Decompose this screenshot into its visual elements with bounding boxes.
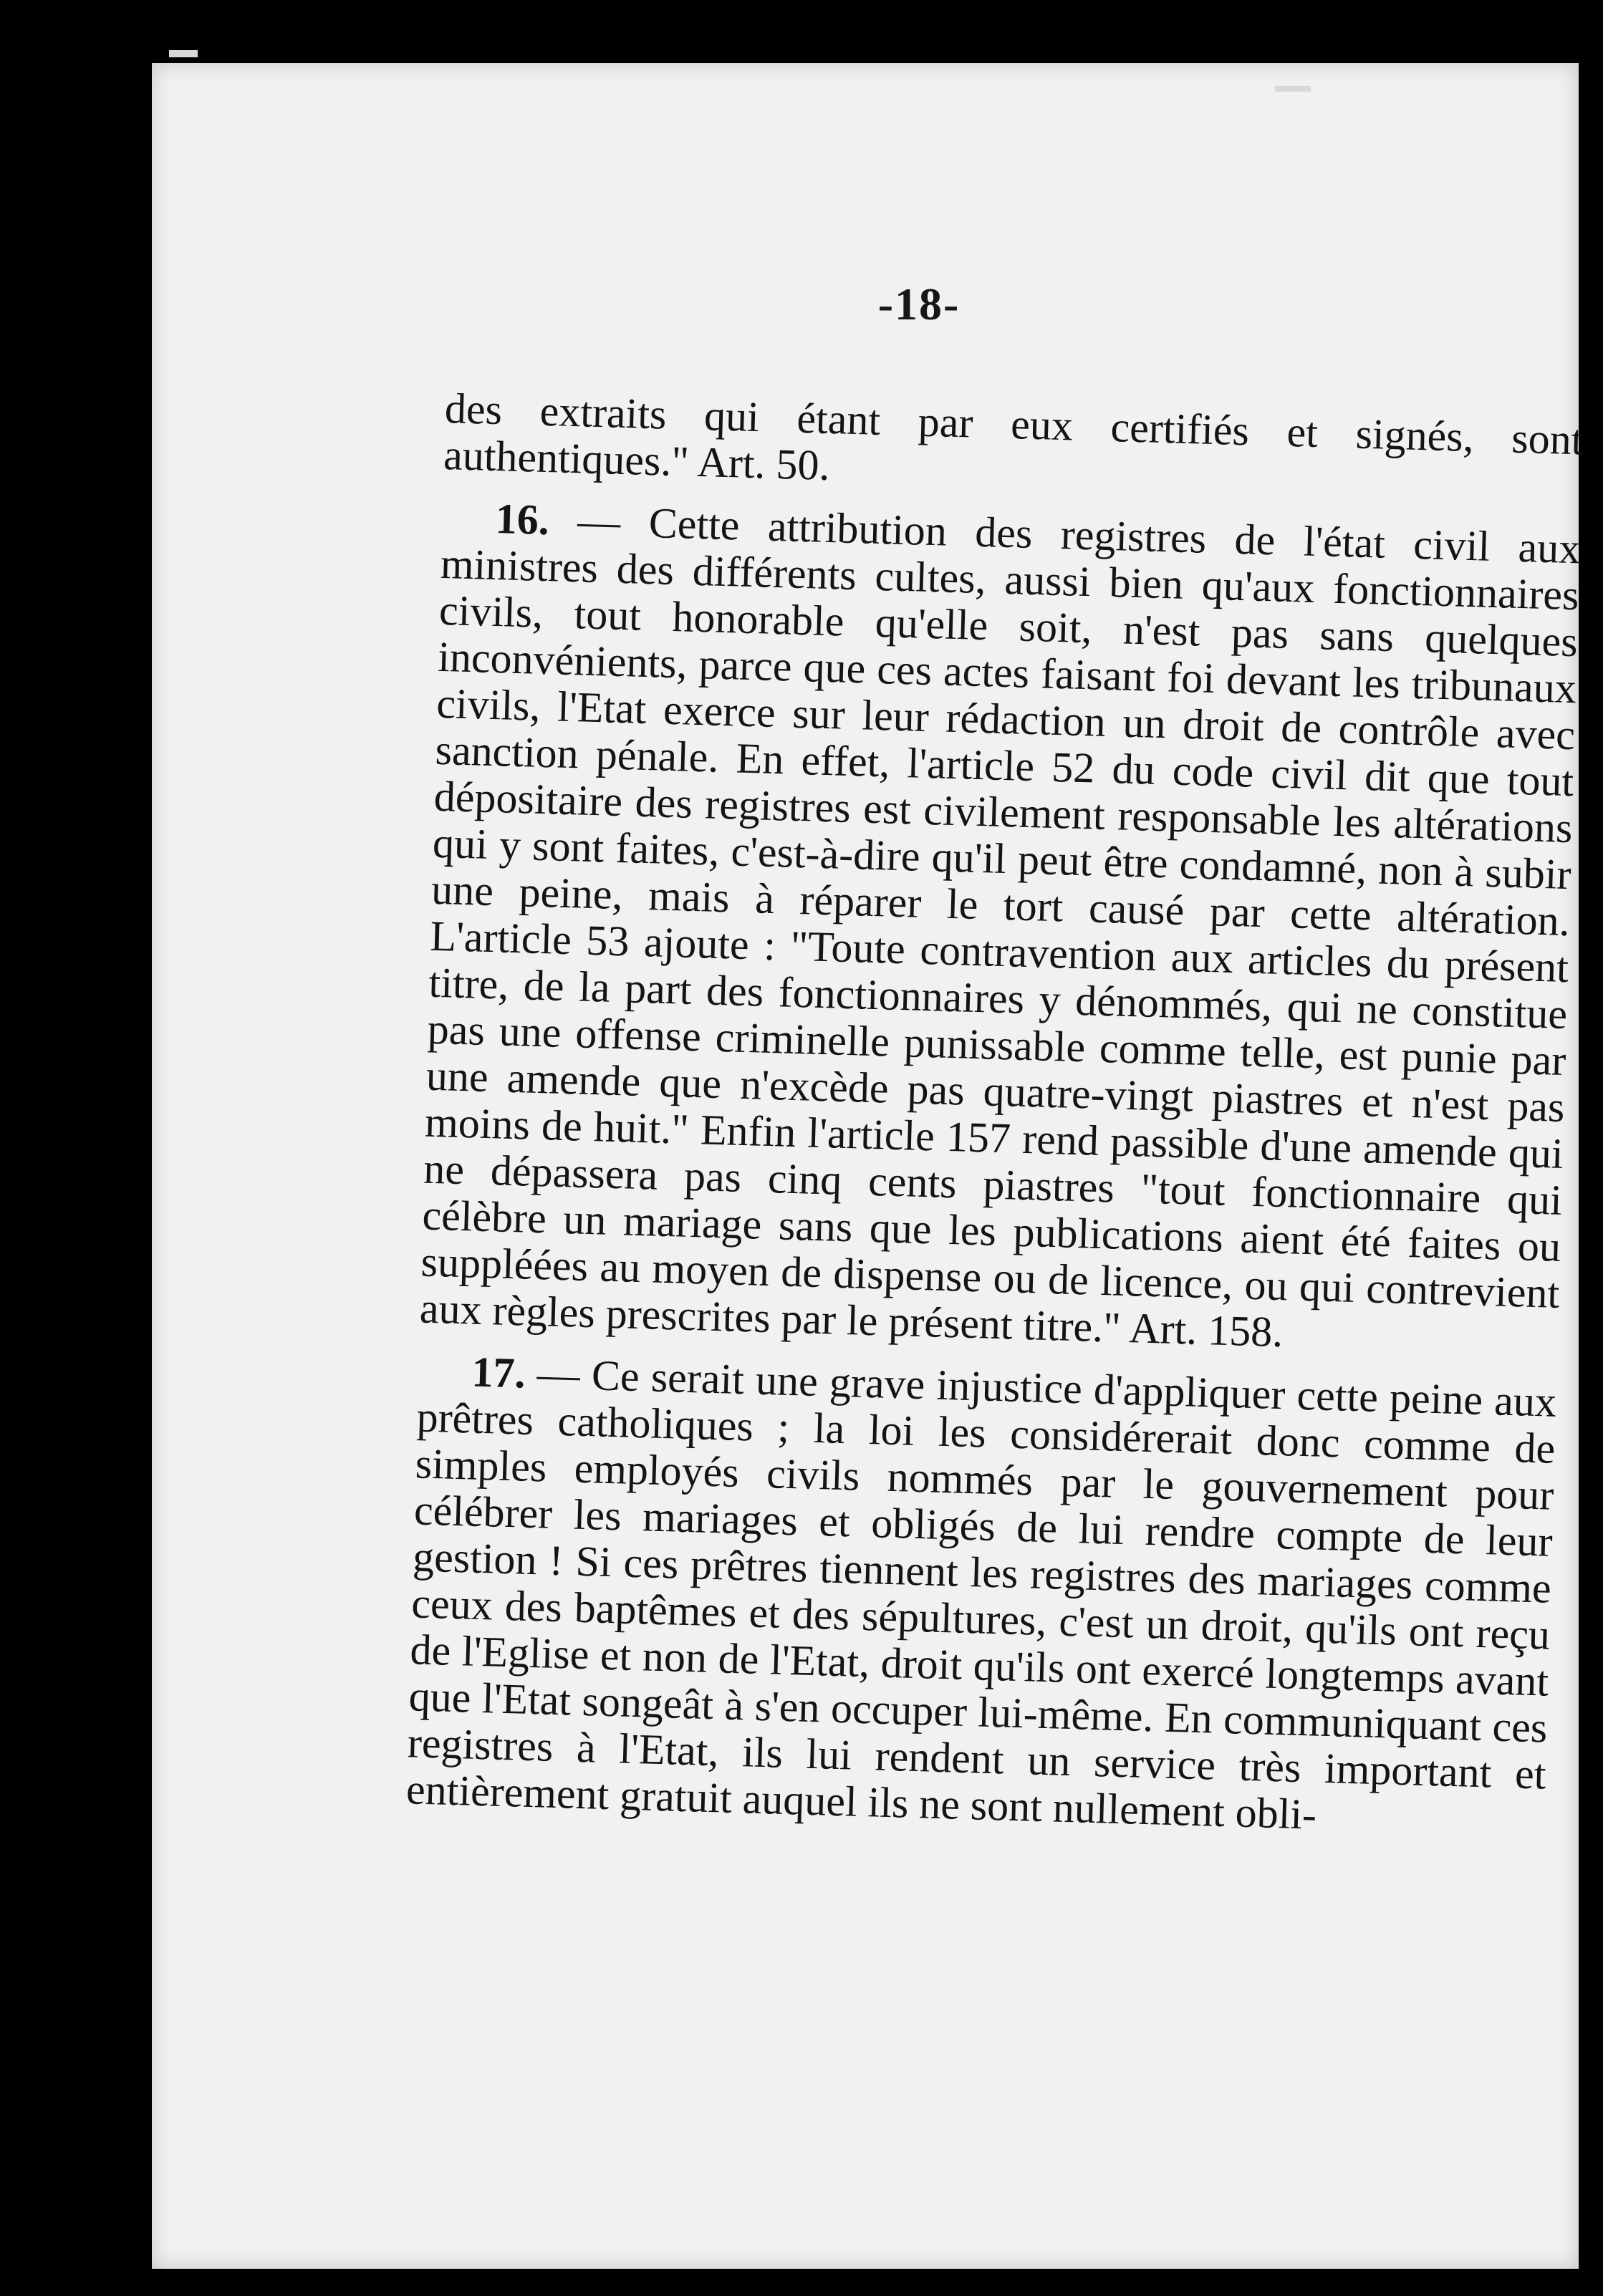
paragraph-text: — Ce serait une grave injustice d'appliquer cette peine aux prêtres catholiques ; la loi les considérerait donc comme de simples employés civils nommés par le gouvernement pour célébrer les mariages et obligés de lui rendre compte de leur gestion ! Si ces prêtres tiennent les registres des mariages comme ceux des baptêmes et des sépultures, c'est un droit, qu'ils ont reçu de l'Eglise et non de l'Etat, droit qu'ils ont exercé longtemps avant que l'Etat songeât à s'en occuper lui-même. En communiquant ces registres à l'Etat, ils lui rendent un service très important et entièrement gratuit auquel ils ne sont nullement obli-	[405, 1349, 1557, 1838]
scan-edge-mark	[1275, 86, 1311, 92]
paragraph-number: 16.	[494, 495, 550, 544]
paragraph-17	[405, 1347, 1557, 1844]
scan-edge-mark	[169, 50, 198, 57]
paragraph-text: — Cette attribution des registres de l'état civil aux ministres des différents cultes, aussi bien qu'aux fonctionnaires civils, tout honorable qu'elle soit, n'est pas sans quelques inconvénients, parce que ces actes faisant foi devant les tribunaux civils, l'Etat exerce sur leur rédaction un droit de contrôle avec sanction pénale. En effet, l'article 52 du code civil dit que tout dépositaire des registres est civilement responsable les altérations qui y sont faites, c'est-à-dire qu'il peut être condamné, non à subir une peine, mais à réparer le tort causé par cette altération. L'article 53 ajoute : "Toute contravention aux articles du présent titre, de la part des fonctionnaires y dénommés, qui ne constitue pas une offense criminelle punissable comme telle, est punie par une amende que n'excède pas quatre-vingt piastres et n'est pas moins de huit." Enfin l'article 157 rend passible d'une amende qui ne dépassera pas cinq cents piastres "tout fonctionnaire qui célèbre un mariage sans que les publications aient été faites ou suppléées au moyen de dispense ou de licence, ou qui contrevient aux règles prescrites par le présent titre." Art. 158.	[419, 496, 1582, 1356]
paragraph-16	[419, 494, 1581, 1364]
page-number: -18-	[877, 279, 961, 329]
paragraph-text: des extraits qui étant par eux certifiés et signés, sont authentiques." Art. 50.	[443, 385, 1584, 490]
paragraph-continuation	[443, 385, 1584, 510]
paragraph-number: 17.	[471, 1348, 526, 1397]
scanned-page	[152, 63, 1584, 2269]
body-text	[405, 385, 1584, 1861]
